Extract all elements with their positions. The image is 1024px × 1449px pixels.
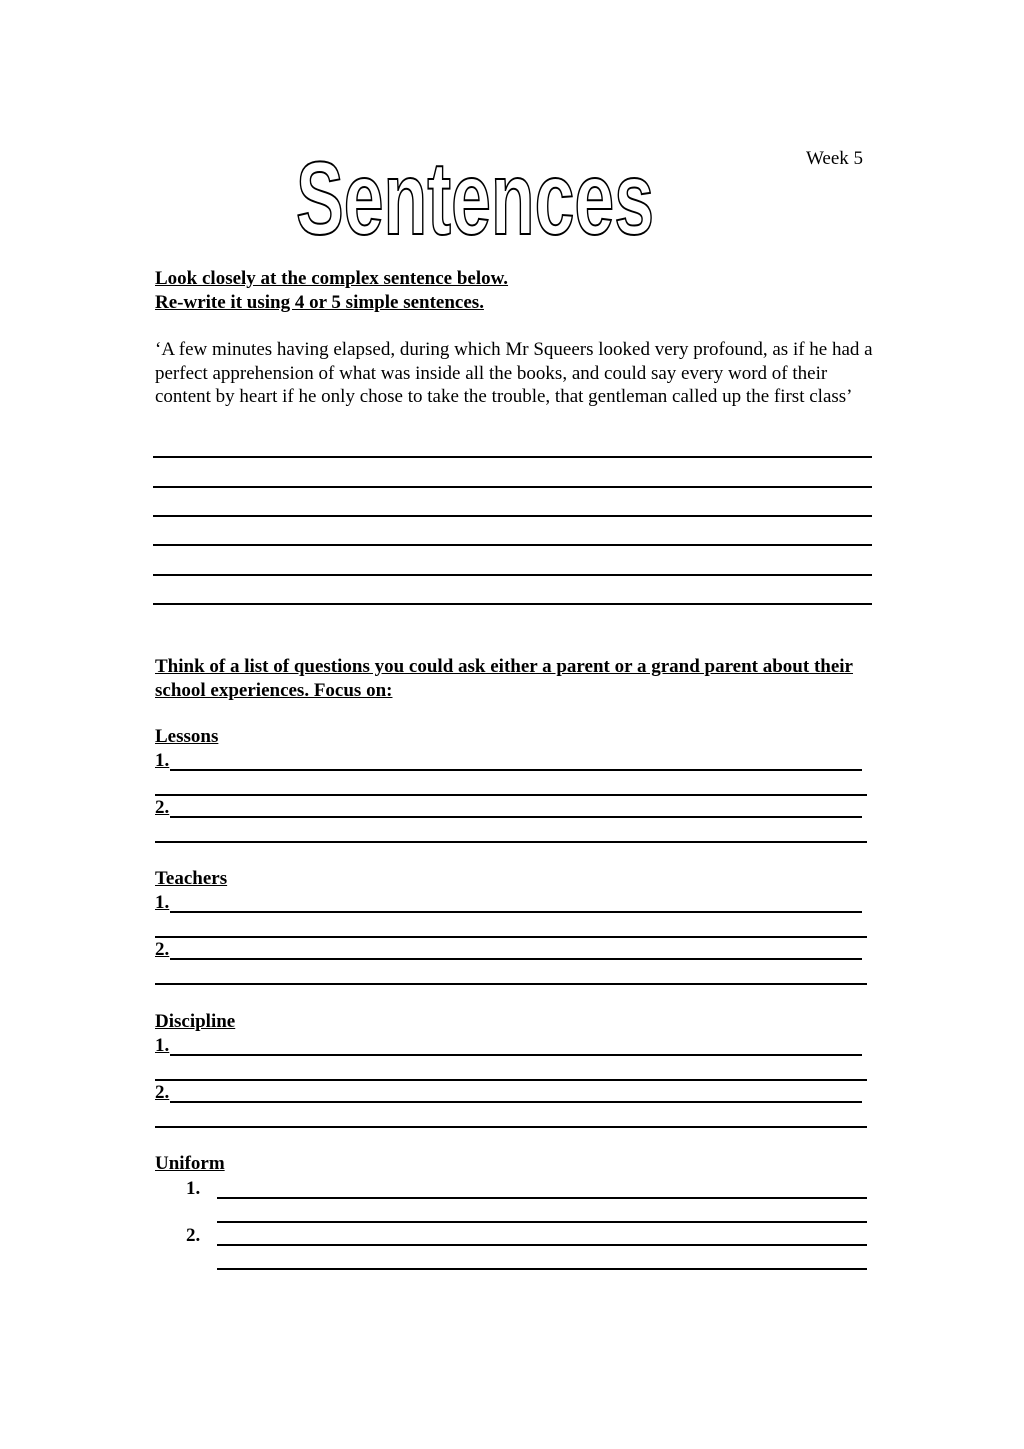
answer-line[interactable]	[153, 574, 872, 576]
title-text: Sentences	[296, 141, 654, 257]
question-number: 1.	[155, 1035, 170, 1056]
section-heading-discipline: Discipline	[155, 1011, 236, 1032]
answer-line[interactable]	[170, 1101, 862, 1103]
answer-line[interactable]	[170, 911, 862, 913]
answer-line[interactable]	[217, 1221, 867, 1223]
answer-line[interactable]	[170, 1054, 862, 1056]
answer-line[interactable]	[217, 1197, 867, 1199]
answer-line[interactable]	[155, 936, 867, 938]
answer-line[interactable]	[153, 515, 872, 517]
question-number: 2.	[155, 939, 170, 960]
question-number: 1.	[155, 892, 170, 913]
section-heading-lessons: Lessons	[155, 726, 219, 747]
question-number: 2.	[186, 1225, 201, 1246]
answer-line[interactable]	[170, 816, 862, 818]
section-heading-uniform: Uniform	[155, 1153, 225, 1174]
question-number: 2.	[155, 797, 170, 818]
section-heading-teachers: Teachers	[155, 868, 228, 889]
complex-sentence-quote: ‘A few minutes having elapsed, during which Mr Squeers looked very profound, as if he had a perfect apprehension of what was inside all the books, and could say every word of their content by heart if he only chose to take the trouble, that gentleman called up the first class’	[155, 339, 873, 407]
question-number: 2.	[155, 1082, 170, 1103]
instruction-line-1: Look closely at the complex sentence below.	[155, 268, 509, 289]
week-label: Week 5	[806, 148, 864, 169]
questions-instruction: Think of a list of questions you could ask either a parent or a grand parent about their school experiences. Focus on:	[155, 656, 853, 701]
answer-line[interactable]	[217, 1268, 867, 1270]
answer-line[interactable]	[153, 603, 872, 605]
answer-line[interactable]	[155, 1079, 867, 1081]
answer-line[interactable]	[170, 958, 862, 960]
answer-line[interactable]	[155, 841, 867, 843]
answer-line[interactable]	[170, 769, 862, 771]
answer-line[interactable]	[217, 1244, 867, 1246]
answer-line[interactable]	[155, 983, 867, 985]
answer-line[interactable]	[153, 544, 872, 546]
title-heading	[280, 140, 670, 257]
answer-line[interactable]	[153, 456, 872, 458]
answer-line[interactable]	[153, 486, 872, 488]
question-number: 1.	[186, 1178, 201, 1199]
answer-line[interactable]	[155, 794, 867, 796]
instruction-line-2: Re-write it using 4 or 5 simple sentences.	[155, 292, 484, 313]
question-number: 1.	[155, 750, 170, 771]
answer-line[interactable]	[155, 1126, 867, 1128]
